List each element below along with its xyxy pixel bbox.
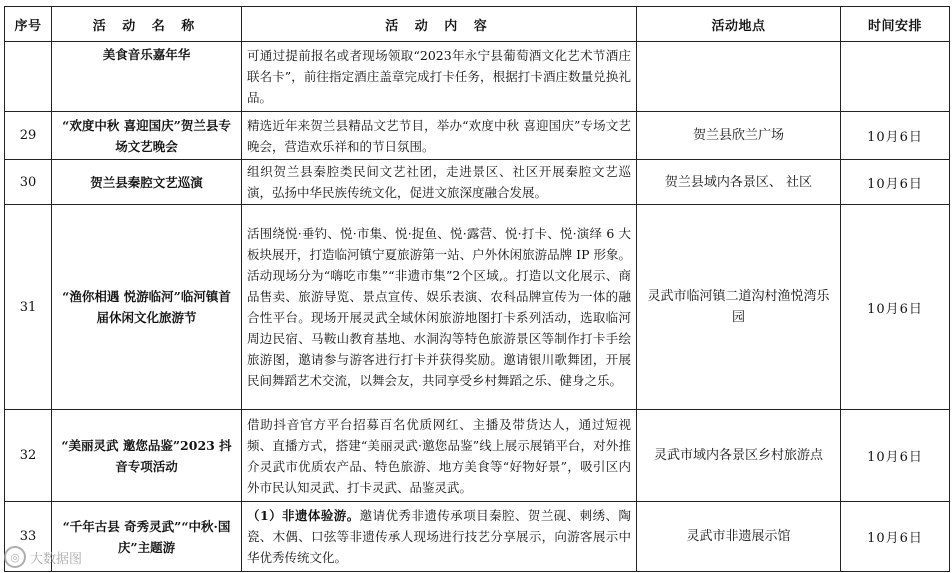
row-content [242, 160, 637, 205]
row-content [242, 502, 637, 572]
row-name: 贺兰县秦腔文艺巡演 [52, 160, 242, 205]
row-content-text: 借助抖音官方平台招募百名优质网红、主播及带货达人，通过短视频、直播方式，搭建“美丽灵武·邀您品鉴”线上展示展销平台，对外推介灵武市优质农产品、特色旅游、地方美食等“好物好景”，吸引区内外市民认知灵武、打卡灵武、品鉴灵武。 [247, 416, 631, 495]
row-time: 10月6日 [841, 112, 950, 160]
row-content [242, 42, 637, 112]
header-time: 时间安排 [841, 7, 950, 42]
row-content-lead: （1）非遗体验游。 [247, 508, 360, 523]
watermark-logo-icon: ◎ [4, 546, 26, 568]
header-row [5, 7, 950, 42]
header-no: 序号 [5, 7, 52, 42]
row-content-text: 活围绕悦·垂钓、悦·市集、悦·捉鱼、悦·露营、悦·打卡、悦·演绎 6 大板块展开，打造临河镇宁夏旅游第一站、户外休闲旅游品牌 IP 形象。活动现场分为“嗨吃市集”“非遗市集”2个区域,。打造以文化展示、商品售卖、旅游导览、景点宣传、娱乐表演、农科品牌宣传为一体的融合性平台。现场开展灵武全域休闲旅游地图打卡系列活动，选取临河周边民宿、马鞍山教育基地、水洞沟等特色旅游景区等制作打卡手绘旅游图，邀请参与游客进行打卡并获得奖励。邀请银川歌舞团，开展民间舞蹈艺术交流，以舞会友，共同享受乡村舞蹈之乐、健身之乐。 [247, 226, 631, 388]
row-name: “千年古县 奇秀灵武”“中秋·国庆”主题游 [52, 502, 242, 572]
activity-table [4, 6, 950, 572]
row-time: 10月6日 [841, 410, 950, 502]
header-content: 活 动 内 容 [242, 7, 637, 42]
row-time: 10月6日 [841, 502, 950, 572]
watermark-text: 大数据图 [30, 551, 83, 567]
row-content [242, 410, 637, 502]
row-content-text: 组织贺兰县秦腔类民间文艺社团，走进景区、社区开展秦腔文艺巡演，弘扬中华民族传统文化，促进文旅深度融合发展。 [247, 164, 631, 200]
row-no: 33 [5, 502, 52, 572]
row-name: 美食音乐嘉年华 [52, 42, 242, 112]
row-name: “美丽灵武 邀您品鉴”2023 抖音专项活动 [52, 410, 242, 502]
row-content [242, 112, 637, 160]
row-no: 30 [5, 160, 52, 205]
watermark [4, 544, 124, 570]
header-location: 活动地点 [637, 7, 841, 42]
row-content [242, 205, 637, 410]
row-location [637, 42, 841, 112]
row-location: 贺兰县域内各景区、 社区 [637, 160, 841, 205]
row-content-text: 邀请优秀非遗传承项目秦腔、贺兰砚、刺绣、陶瓷、木偶、口弦等非遗传承人现场进行技艺分享展示，向游客展示中华优秀传统文化。 [247, 508, 631, 565]
row-content-text: 精选近年来贺兰县精品文艺节目，举办“欢度中秋 喜迎国庆”专场文艺晚会，营造欢乐祥和的节日氛围。 [247, 117, 631, 154]
row-time: 10月6日 [841, 205, 950, 410]
row-location: 灵武市域内各景区乡村旅游点 [637, 410, 841, 502]
row-name: “渔你相遇 悦游临河”临河镇首届休闲文化旅游节 [52, 205, 242, 410]
table-row [5, 42, 950, 112]
row-location: 灵武市非遗展示馆 [637, 502, 841, 572]
row-no: 32 [5, 410, 52, 502]
row-no: 31 [5, 205, 52, 410]
row-time [841, 42, 950, 112]
row-name: “欢度中秋 喜迎国庆”贺兰县专场文艺晚会 [52, 112, 242, 160]
row-time: 10月6日 [841, 160, 950, 205]
table-row [5, 160, 950, 205]
table-row [5, 502, 950, 572]
row-no: 29 [5, 112, 52, 160]
row-content-text: 可通过提前报名或者现场领取“2023年永宁县葡萄酒文化艺术节酒庄联名卡”，前往指定酒庄盖章完成打卡任务，根据打卡酒庄数量兑换礼品。 [247, 48, 631, 105]
row-location: 贺兰县欣兰广场 [637, 112, 841, 160]
header-name: 活 动 名 称 [52, 7, 242, 42]
row-no [5, 42, 52, 112]
table-row [5, 205, 950, 410]
table-row [5, 410, 950, 502]
row-location: 灵武市临河镇二道沟村渔悦湾乐园 [637, 205, 841, 410]
table-row [5, 112, 950, 160]
